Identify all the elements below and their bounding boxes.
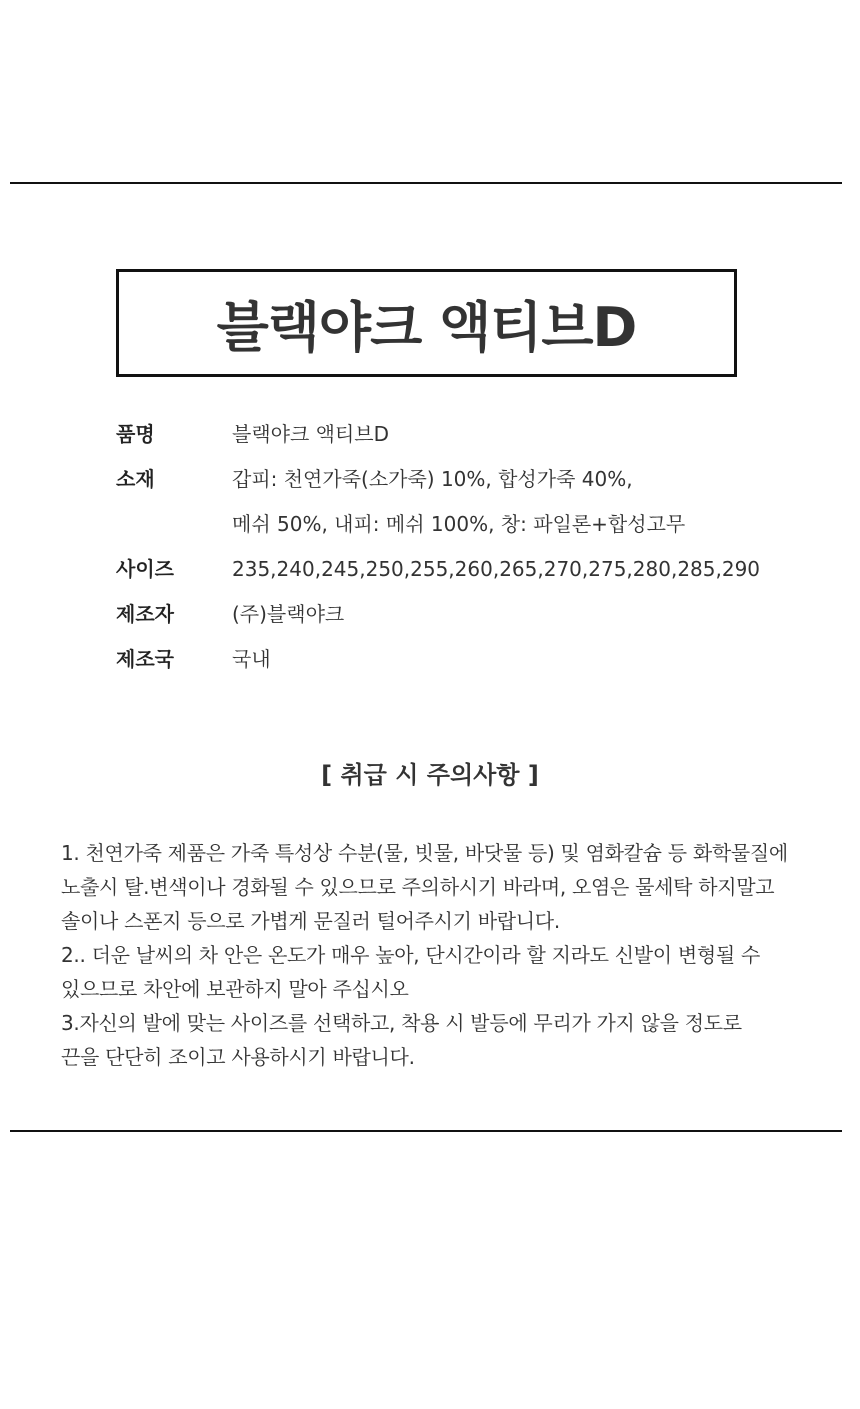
- bottom-divider: [10, 1130, 842, 1132]
- spec-label: 사이즈: [116, 557, 174, 581]
- spec-value: 국내: [232, 647, 271, 671]
- caution-line: 있으므로 차안에 보관하지 말아 주십시오: [61, 977, 409, 1001]
- product-title: 블랙야크 액티브D: [216, 295, 637, 359]
- caution-line: 노출시 탈.변색이나 경화될 수 있으므로 주의하시기 바라며, 오염은 물세탁 하지말고: [61, 875, 775, 899]
- spec-row-manufacturer: [116, 592, 836, 637]
- spec-value: 메쉬 50%, 내피: 메쉬 100%, 창: 파일론+합성고무: [232, 512, 686, 536]
- top-divider: [10, 182, 842, 184]
- product-title-box: [116, 269, 737, 377]
- spec-label: 소재: [116, 467, 155, 491]
- caution-line: 끈을 단단히 조이고 사용하시기 바랍니다.: [61, 1045, 415, 1069]
- spec-table: [116, 412, 836, 682]
- spec-row-country: [116, 637, 836, 682]
- spec-row-size: [116, 547, 836, 592]
- spec-value: (주)블랙야크: [232, 602, 345, 626]
- spec-value: 블랙야크 액티브D: [232, 422, 389, 446]
- spec-value-group: [232, 457, 685, 547]
- caution-heading: [ 취급 시 주의사항 ]: [321, 761, 539, 789]
- spec-label: 제조자: [116, 602, 174, 626]
- spec-label: 제조국: [116, 647, 174, 671]
- caution-line: 1. 천연가죽 제품은 가죽 특성상 수분(물, 빗물, 바닷물 등) 및 염화칼슘 등 화학물질에: [61, 841, 788, 865]
- spec-row-name: [116, 412, 836, 457]
- caution-line: 솔이나 스폰지 등으로 가볍게 문질러 털어주시기 바랍니다.: [61, 909, 560, 933]
- spec-value: 235,240,245,250,255,260,265,270,275,280,285,290: [232, 557, 761, 581]
- spec-value: 갑피: 천연가죽(소가죽) 10%, 합성가죽 40%,: [232, 467, 633, 491]
- spec-row-material: [116, 457, 836, 547]
- caution-line: 2.. 더운 날씨의 차 안은 온도가 매우 높아, 단시간이라 할 지라도 신발이 변형될 수: [61, 943, 760, 967]
- caution-line: 3.자신의 발에 맞는 사이즈를 선택하고, 착용 시 발등에 무리가 가지 않을 정도로: [61, 1011, 742, 1035]
- spec-label: 품명: [116, 422, 155, 446]
- caution-list: [61, 836, 841, 1074]
